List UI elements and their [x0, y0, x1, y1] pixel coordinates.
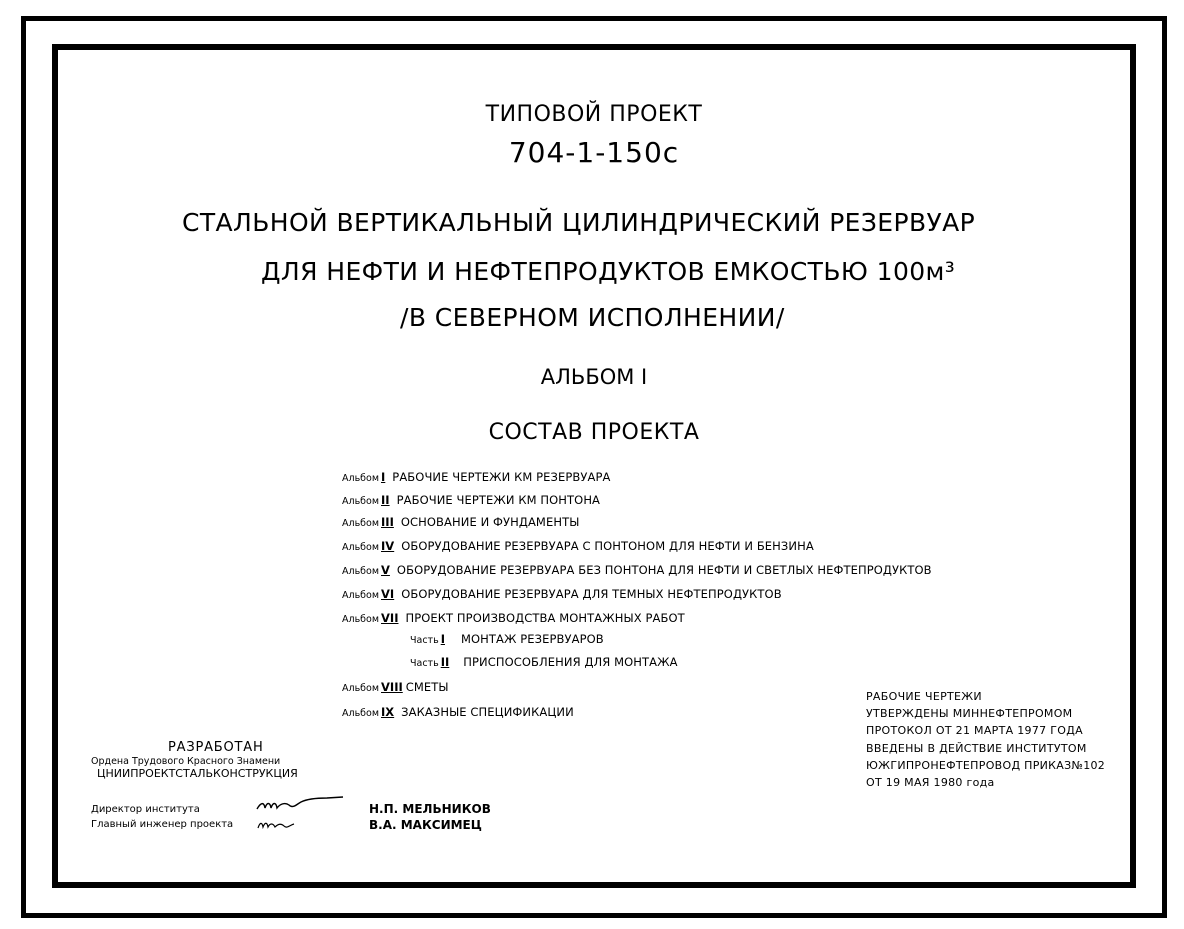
approval-line: ЮЖГИПРОНЕФТЕПРОВОД ПРИКАЗ№102 [866, 758, 1106, 772]
list-item: Альбом I РАБОЧИЕ ЧЕРТЕЖИ КМ РЕЗЕРВУАРА [342, 470, 611, 484]
approval-block [866, 688, 1105, 791]
developer-institute: ЦНИИПРОЕКТСТАЛЬКОНСТРУКЦИЯ [97, 767, 298, 780]
list-item: Альбом II РАБОЧИЕ ЧЕРТЕЖИ КМ ПОНТОНА [342, 493, 601, 507]
developer-heading: РАЗРАБОТАН [168, 740, 264, 755]
list-item: Альбом IV ОБОРУДОВАНИЕ РЕЗЕРВУАРА С ПОНТОНОМ ДЛЯ НЕФТИ И БЕНЗИНА [342, 539, 814, 553]
approval-line: ВВЕДЕНЫ В ДЕЙСТВИЕ ИНСТИТУТОМ [866, 741, 1087, 755]
title-line-2: ДЛЯ НЕФТИ И НЕФТЕПРОДУКТОВ ЕМКОСТЬЮ 100м³ [261, 257, 956, 286]
title-line-1: СТАЛЬНОЙ ВЕРТИКАЛЬНЫЙ ЦИЛИНДРИЧЕСКИЙ РЕЗЕРВУАР [182, 208, 976, 237]
approval-line: РАБОЧИЕ ЧЕРТЕЖИ [866, 690, 982, 703]
project-number: 704-1-150с [508, 136, 680, 169]
signatory-name: В.А. МАКСИМЕЦ [369, 818, 482, 832]
list-item: Альбом VIII СМЕТЫ [342, 680, 449, 694]
approval-line: ПРОТОКОЛ ОТ 21 МАРТА 1977 ГОДА [866, 724, 1083, 738]
chief-engineer-signature [256, 818, 296, 832]
title-line-3: /В СЕВЕРНОМ ИСПОЛНЕНИИ/ [400, 303, 785, 332]
list-item: Альбом VI ОБОРУДОВАНИЕ РЕЗЕРВУАРА ДЛЯ ТЕМНЫХ НЕФТЕПРОДУКТОВ [342, 587, 782, 601]
album-heading: АЛЬБОМ I [540, 365, 648, 389]
list-item: Часть I МОНТАЖ РЕЗЕРВУАРОВ [410, 632, 604, 646]
list-item: Альбом V ОБОРУДОВАНИЕ РЕЗЕРВУАРА БЕЗ ПОНТОНА ДЛЯ НЕФТИ И СВЕТЛЫХ НЕФТЕПРОДУКТОВ [342, 563, 932, 577]
list-item: Альбом III ОСНОВАНИЕ И ФУНДАМЕНТЫ [342, 515, 580, 529]
list-item: Часть II ПРИСПОСОБЛЕНИЯ ДЛЯ МОНТАЖА [410, 655, 678, 669]
signatory-title: Директор института [91, 804, 200, 815]
composition-heading: СОСТАВ ПРОЕКТА [488, 420, 700, 445]
signatory-name: Н.П. МЕЛЬНИКОВ [369, 802, 491, 816]
approval-line: УТВЕРЖДЕНЫ МИННЕФТЕПРОМОМ [866, 707, 1073, 721]
list-item: Альбом IX ЗАКАЗНЫЕ СПЕЦИФИКАЦИИ [342, 705, 574, 719]
director-signature [255, 796, 347, 814]
project-type: ТИПОВОЙ ПРОЕКТ [485, 102, 703, 127]
developer-order: Ордена Трудового Красного Знамени [91, 756, 281, 767]
approval-line: ОТ 19 МАЯ 1980 года [866, 776, 995, 790]
list-item: Альбом VII ПРОЕКТ ПРОИЗВОДСТВА МОНТАЖНЫХ РАБОТ [342, 611, 685, 625]
signatory-title: Главный инженер проекта [91, 819, 234, 830]
